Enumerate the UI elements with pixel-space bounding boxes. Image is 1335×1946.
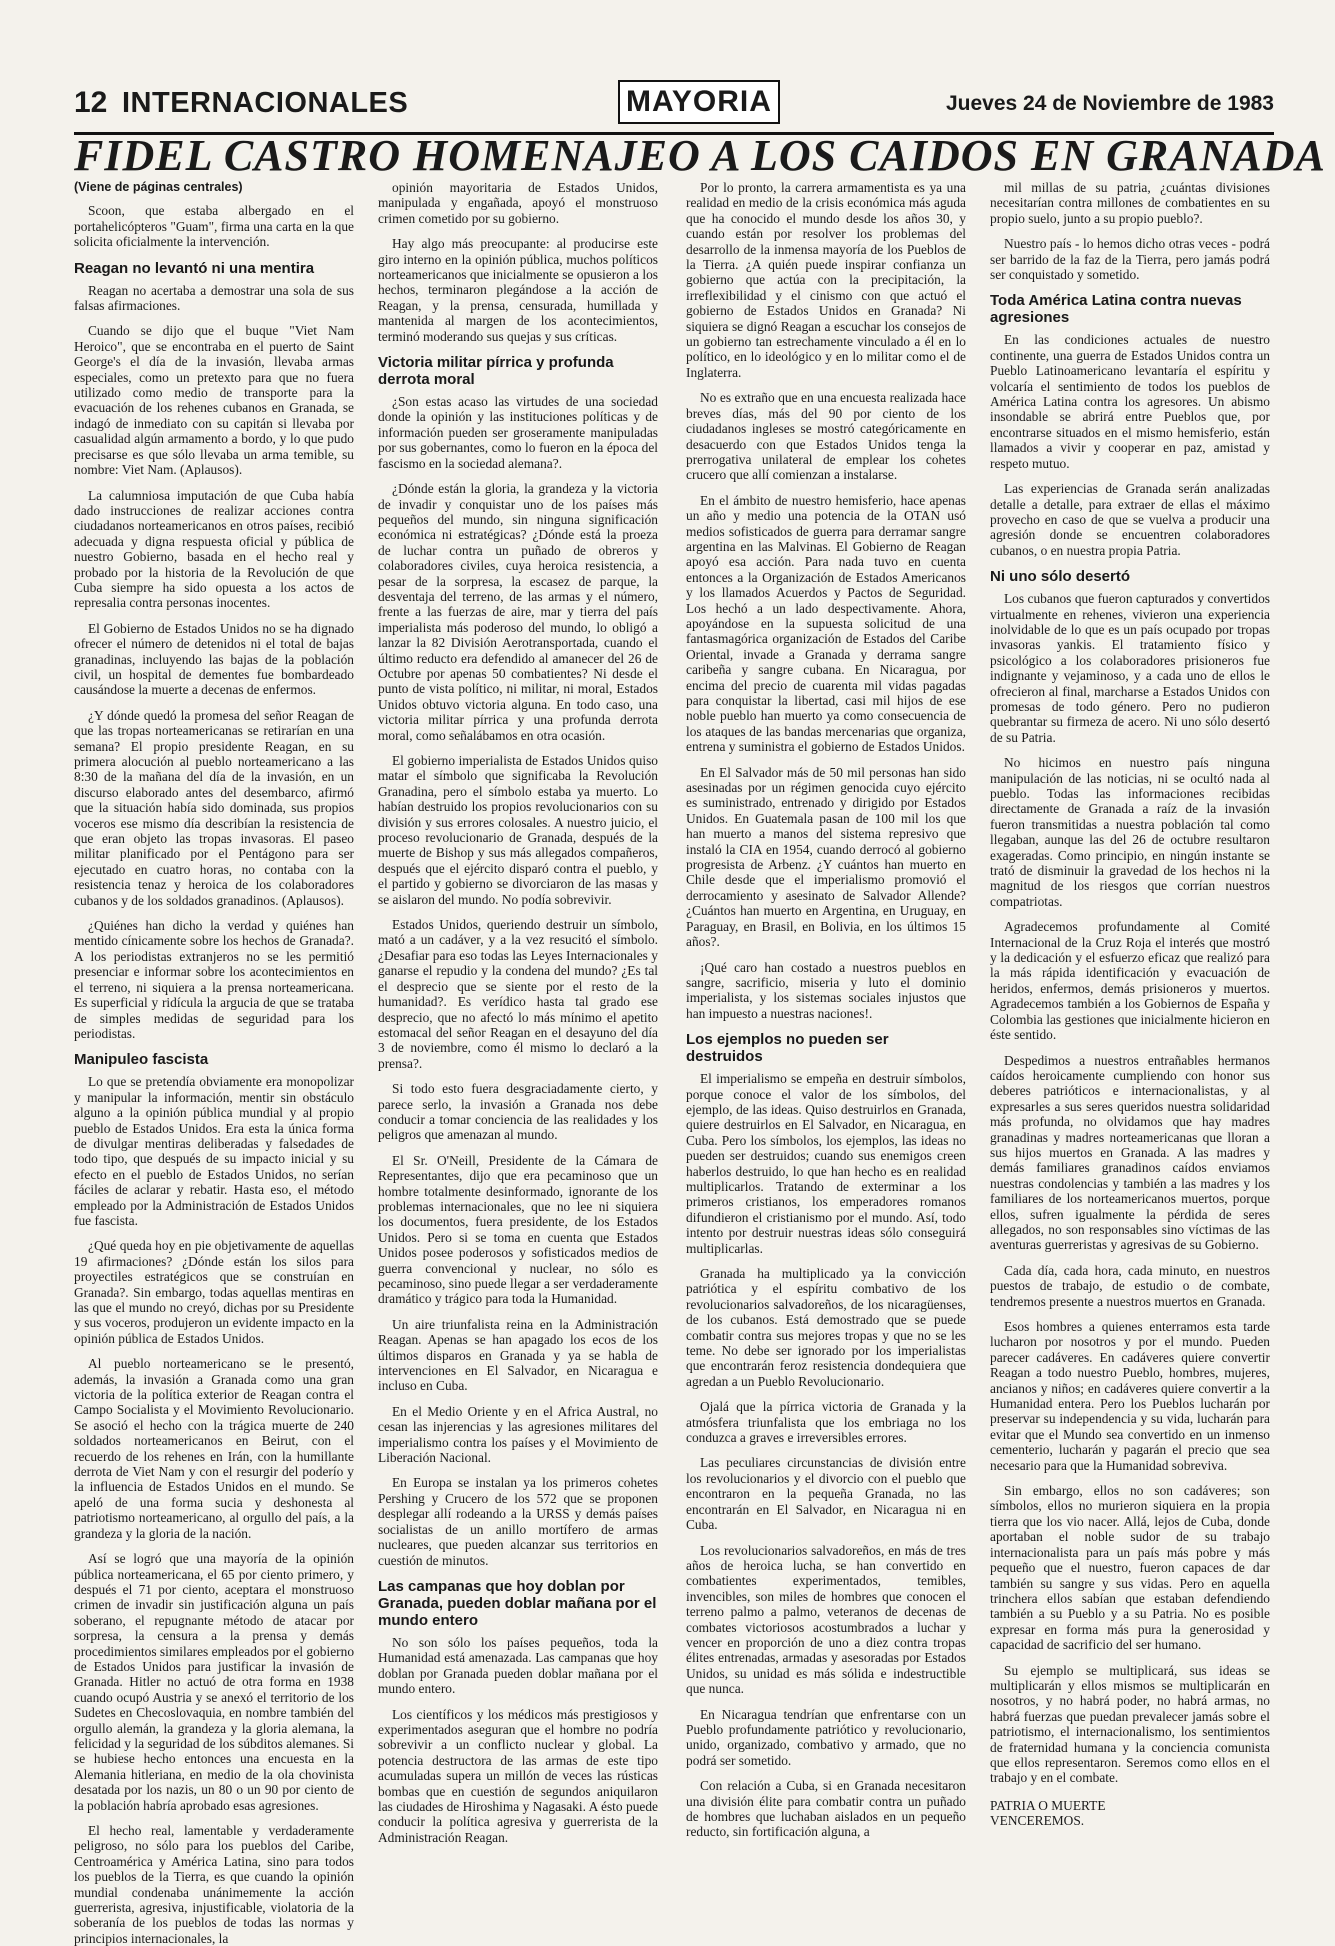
article-column-2	[378, 180, 658, 1900]
paragraph: Con relación a Cuba, si en Granada necesitaron una división élite para combatir contra un puñado de hombres que luchaban aislados en un pequeño reducto, sin fortificación alguna, a	[686, 1778, 966, 1840]
paragraph: Las experiencias de Granada serán analizadas detalle a detalle, para extraer de ellas el máximo provecho en caso de que se vuelva a producir una agresión donde se encuentren colaboradores cubanos, o en nuestra propia Patria.	[990, 481, 1270, 558]
paragraph: Estados Unidos, queriendo destruir un símbolo, mató a un cadáver, y a la vez resucitó el símbolo. ¿Desafiar para eso todas las Leyes Internacionales y ganarse el repudio y la condena del mundo? ¿Es tal el desprecio que se siente por el resto de la humanidad?. Es verídico hasta tal grado ese desprecio, que no afectó lo más mínimo el apetito estomacal del señor Reagan en el desayuno del día 3 de noviembre, como él mismo lo declaró a la prensa?.	[378, 917, 658, 1071]
paragraph: En el Medio Oriente y en el Africa Austral, no cesan las injerencias y las agresiones militares del imperialismo contra los países y el Movimiento de Liberación Nacional.	[378, 1403, 658, 1466]
paragraph: Scoon, que estaba albergado en el portahelicópteros "Guam", firma una carta en la que solicita oficialmente la intervención.	[74, 203, 354, 250]
paragraph: Hay algo más preocupante: al producirse este giro interno en la opinión pública, muchos políticos norteamericanos que inicialmente se opusieron a los hechos, terminaron plegándose a la acción de Reagan, y la prensa, censurada, humillada y mantenida al margen de los acontecimientos, terminó moderando sus quejas y sus críticas.	[378, 236, 658, 344]
subheading: Victoria militar pírrica y profunda derrota moral	[378, 354, 614, 389]
article-headline: FIDEL CASTRO HOMENAJEO A LOS CAIDOS EN GRANADA	[74, 131, 1326, 180]
closing-slogan: PATRIA O MUERTE	[990, 1797, 1106, 1813]
subheading: Ni uno sólo desertó	[990, 568, 1131, 586]
paragraph: Reagan no acertaba a demostrar una sola de sus falsas afirmaciones.	[74, 282, 354, 314]
paragraph: En Europa se instalan ya los primeros cohetes Pershing y Crucero de los 572 que se proponen desplegar allí rodeando a la URSS y demás países socialistas de un anillo mortífero de armas nucleares, que pueden alcanzar sus territorios en cuestión de minutos.	[378, 1475, 658, 1568]
paragraph: mil millas de su patria, ¿cuántas divisiones necesitarían contra millones de combatientes en su propio suelo, junto a su propio pueblo?.	[990, 180, 1270, 226]
paragraph: ¿Dónde están la gloria, la grandeza y la victoria de invadir y conquistar uno de los países más pequeños del mundo, sin ninguna significación económica ni estratégicas? ¿Dónde está la proeza de luchar contra un puñado de obreros y colaboradores civiles, cuya heroica resistencia, a pesar de la sorpresa, la escasez de parque, la desventaja del terreno, de las armas y el número, frente a las fuerzas de aire, mar y tierra del país imperialista más poderoso del mundo, lo obligó a lanzar la 82 División Aerotransportada, cuando el último reducto era defendido al amanecer del 26 de Octubre por apenas 50 combatientes? Ni desde el punto de vista político, ni militar, ni moral, Estados Unidos obtuvo victoria alguna. En todo caso, una victoria militar pírrica y una profunda derrota moral, como señalábamos en otra ocasión.	[378, 481, 658, 743]
paragraph: Un aire triunfalista reina en la Administración Reagan. Apenas se han apagado los ecos de los últimos disparos en Granada y ya se habla de intervenciones en El Salvador, en Nicaragua e incluso en Cuba.	[378, 1316, 658, 1394]
article-column-3	[686, 180, 966, 1900]
subheading: Manipuleo fascista	[74, 1051, 209, 1069]
paragraph: El hecho real, lamentable y verdaderamente peligroso, no sólo para los pueblos del Caribe, Centroamérica y América Latina, sino para todos los pueblos de la Tierra, es que cuando la opinión mundial condenaba unánimemente la acción guerrerista, agresiva, injustificable, violatoria de la soberanía de los pueblos de todas las normas y principios internacionales, la	[74, 1823, 354, 1946]
paragraph: Nuestro país - lo hemos dicho otras veces - podrá ser barrido de la faz de la Tierra, pero jamás podrá ser conquistado y sometido.	[990, 236, 1270, 283]
continuation-note: (Viene de páginas centrales)	[74, 180, 243, 194]
paragraph: Agradecemos profundamente al Comité Internacional de la Cruz Roja el interés que mostró y la dedicación y el esfuerzo eficaz que realizó para la más rápida identificación y evacuación de heridos, enfermos, demás prisioneros y muertos. Agradecemos también a los Gobiernos de España y Colombia las gestiones que inicialmente hicieron en éste sentido.	[990, 919, 1270, 1043]
paragraph: Cuando se dijo que el buque "Viet Nam Heroico", que se encontraba en el puerto de Saint George's el día de la invasión, llevaba armas especiales, como un pretexto para que no fuera utilizado como medio de transporte para la evacuación de los rehenes cubanos en Granada, se indagó de inmediato con su capitán si llevaba por casualidad algún armamento a bordo, y lo que pudo precisarse es que sólo llevaba un arma temible, su nombre: Viet Nam. (Aplausos).	[74, 323, 354, 478]
paragraph: opinión mayoritaria de Estados Unidos, manipulada y engañada, apoyó el monstruoso crimen cometido por su gobierno.	[378, 180, 658, 226]
closing-slogan: VENCEREMOS.	[990, 1813, 1085, 1829]
issue-date: Jueves 24 de Noviembre de 1983	[945, 92, 1274, 115]
paragraph: No hicimos en nuestro país ninguna manipulación de las noticias, ni se ocultó nada al pueblo. Todas las informaciones recibidas directamente de Granada a raíz de la invasión fueron transmitidas a nuestra población tal como llegaban, aunque las del 26 de octubre resultaron exageradas. Como principio, en ningún instante se trató de disminuir la gravedad de los hechos ni la magnitud de los riesgos que corrían nuestros compatriotas.	[990, 755, 1270, 909]
paragraph: El gobierno imperialista de Estados Unidos quiso matar el símbolo que significaba la Revolución Granadina, pero el símbolo estaba ya muerto. Lo habían destruido los propios revolucionarios con su división y sus errores colosales. A nuestro juicio, el proceso revolucionario de Granada, después de la muerte de Bishop y sus más allegados compañeros, después que el ejército disparó contra el pueblo, y el partido y gobierno se divorciaron de las masas y se aislaron del mundo. No podía sobrevivir.	[378, 753, 658, 907]
paragraph: Lo que se pretendía obviamente era monopolizar y manipular la información, mentir sin obstáculo alguno a la opinión pública mundial y al propio pueblo de Estados Unidos. Era esta la única forma de divulgar mentiras deliberadas y falsedades de todo tipo, que después de su impacto inicial y su efecto en el pueblo de Estados Unidos, no serían fáciles de aclarar y rebatir. Hasta eso, el método empleado por la Administración de Estados Unidos fue fascista.	[74, 1074, 354, 1228]
section-title: INTERNACIONALES	[122, 87, 409, 119]
paragraph: Al pueblo norteamericano se le presentó, además, la invasión a Granada como una gran victoria de la política exterior de Reagan contra el Campo Socialista y el Movimiento Revolucionario. Se asoció el hecho con la trágica muerte de 240 soldados norteamericanos en Beirut, con el recuerdo de los rehenes en Irán, con la humillante derrota de Viet Nam y con el resurgir del poderío y la influencia de Estados Unidos en el mundo. Se apeló de una forma sucia y deshonesta al patriotismo norteamericano, al orgullo del país, a la grandeza y la gloria de la nación.	[74, 1356, 354, 1541]
paragraph: ¿Son estas acaso las virtudes de una sociedad donde la opinión y las instituciones políticas y de información pueden ser groseramente manipuladas por sus gobernantes, como lo fueron en la época del fascismo en la sociedad alemana?.	[378, 394, 658, 471]
paragraph: Granada ha multiplicado ya la convicción patriótica y el espíritu combativo de los revolucionarios salvadoreños, de los nicaragüenses, de los cubanos. Está demostrado que se puede combatir contra sus mejores tropas y que no se les teme. No debe ser ignorado por los imperialistas que encontrarán feroz resistencia dondequiera que agredan a un Pueblo Revolucionario.	[686, 1266, 966, 1389]
paragraph: En Nicaragua tendrían que enfrentarse con un Pueblo profundamente patriótico y revolucionario, unido, organizado, combativo y armado, que no podrá ser sometido.	[686, 1706, 966, 1768]
paragraph: Su ejemplo se multiplicará, sus ideas se multiplicarán y ellos mismos se multiplicarán en nosotros, y no habrá poder, no habrá armas, no habrá fuerzas que puedan prevalecer jamás sobre el patriotismo, el internacionalismo, los sentimientos de fraternidad humana y la conciencia comunista que ellos representaron. Seremos como ellos en el trabajo y en el combate.	[990, 1662, 1270, 1786]
paragraph: Por lo pronto, la carrera armamentista es ya una realidad en medio de la crisis económica más aguda que ha conocido el mundo desde los años 30, y cuando están por resolver los problemas del desarrollo de la inmensa mayoría de los Pueblos de la Tierra. ¿A quién puede inspirar confianza un gobierno que actúa con la precipitación, la irreflexibilidad y el cinismo con que actuó el gobierno de Estados Unidos en Granada? Ni siquiera se dignó Reagan a escuchar los consejos de un gobierno tan estrechamente vinculado a él en lo político, en lo ideológico y en lo militar como el de Inglaterra.	[686, 180, 966, 380]
paragraph: En El Salvador más de 50 mil personas han sido asesinadas por un régimen genocida cuyo ejército es suministrado, entrenado y dirigido por Estados Unidos. En Guatemala pasan de 100 mil los que han muerto a manos del sistema represivo que instaló la CIA en 1954, cuando derrocó al gobierno progresista de Arbenz. ¿Y cuántos han muerto en Chile desde que el imperialismo promovió el derrocamiento y asesinato de Salvador Allende? ¿Cuántos han muerto en Argentina, en Uruguay, en Paraguay, en Brasil, en Bolivia, en los últimos 15 años?.	[686, 764, 966, 950]
paragraph: Ojalá que la pírrica victoria de Granada y la atmósfera triunfalista que los embriaga no los conduzca a graves e irreversibles errores.	[686, 1399, 966, 1446]
paragraph: No son sólo los países pequeños, toda la Humanidad está amenazada. Las campanas que hoy doblan por Granada pueden doblar mañana por el mundo entero.	[378, 1634, 658, 1697]
paragraph: En el ámbito de nuestro hemisferio, hace apenas un año y medio una potencia de la OTAN usó medios sofisticados de guerra para derramar sangre argentina en las Malvinas. El Gobierno de Reagan apoyó esa acción. Para nada tuvo en cuenta entonces a la Organización de Estados Americanos y los llamados Acuerdos y Pactos de Seguridad. Los hechó a un lado despectivamente. Ahora, apoyándose en la supuesta solicitud de una fantasmagórica organización de Estados del Caribe Oriental, invade a Granada y derrama sangre caribeña y sangre cubana. En Nicaragua, por encima del precio de cuarenta mil vidas pagadas para conquistar la libertad, casi mil hijos de ese noble pueblo han muerto ya como consecuencia de los ataques de las bandas mercenarias que organiza, entrena y suministra el gobierno de Estados Unidos.	[686, 492, 966, 755]
paragraph: El Gobierno de Estados Unidos no se ha dignado ofrecer el número de detenidos ni el total de bajas granadinas, incluyendo las bajas de la población civil, un hospital de dementes fue bombardeado causándose la muerte a decenas de enfermos.	[74, 620, 354, 698]
paragraph: Si todo esto fuera desgraciadamente cierto, y parece serlo, la invasión a Granada nos debe conducir a tomar conciencia de las realidades y los peligros que amenazan al mundo.	[378, 1081, 658, 1143]
subheading: Toda América Latina contra nuevas agresiones	[990, 292, 1242, 327]
paragraph: ¿Qué queda hoy en pie objetivamente de aquellas 19 afirmaciones? ¿Dónde están los silos para proyectiles estratégicos que se construían en Granada?. Sin embargo, todas aquellas mentiras en las que el mundo no creyó, dichas por su Presidente y sus voceros, produjeron un evidente impacto en la opinión pública de Estados Unidos.	[74, 1238, 354, 1346]
subheading: Reagan no levantó ni una mentira	[74, 259, 315, 277]
subheading: Las campanas que hoy doblan por Granada, pueden doblar mañana por el mundo entero	[378, 1577, 657, 1629]
newspaper-logo: MAYORIA	[618, 80, 780, 124]
paragraph: Los científicos y los médicos más prestigiosos y experimentados aseguran que el hombre no podría sobrevivir a un conflicto nuclear y global. La potencia destructora de las armas de este tipo acumuladas supera un millón de veces las rústicas bombas que en cuestión de segundos aniquilaron las ciudades de Hiroshima y Nagasaki. A ésto puede conducir la política agresiva y guerrerista de la Administración Reagan.	[378, 1706, 658, 1845]
article-column-1	[74, 180, 355, 1946]
paragraph: Esos hombres a quienes enterramos esta tarde lucharon por nosotros y por el mundo. Pueden parecer cadáveres. En cadáveres quiere convertir Reagan a todo nuestro Pueblo, hombres, mujeres, ancianos y niños; en cadáveres quiere convertir a la Humanidad entera. Pero los Pueblos lucharán por preservar su independencia y su vida, lucharán para evitar que el Mundo sea convertido en un inmenso cementerio, lucharán y pagarán el precio que sea necesario para que la Humanidad sobreviva.	[990, 1319, 1270, 1473]
paragraph: El Sr. O'Neill, Presidente de la Cámara de Representantes, dijo que era pecaminoso que un hombre totalmente desinformado, ignorante de los problemas internacionales, que no lee ni siquiera los documentos, fuera presidente, de los Estados Unidos. Pero si se toma en cuenta que Estados Unidos posee poderosos y sofisticados medios de guerra convencional y nuclear, no sólo es pecaminoso, sino puede llegar a ser verdaderamente dramático y trágico para toda la Humanidad.	[378, 1152, 658, 1307]
paragraph: La calumniosa imputación de que Cuba había dado instrucciones de realizar acciones contra ciudadanos norteamericanos en otros países, recibió adecuada y digna respuesta oficial y pública de nuestro Gobierno, basada en el hecho real y probado por la historia de la Revolución de que Cuba siempre ha sido opuesta a los actos de represalia contra personas inocentes.	[74, 487, 354, 611]
paragraph: Los revolucionarios salvadoreños, en más de tres años de heroica lucha, se han convertido en combatientes experimentados, temibles, invencibles, son miles de hombres que conocen el terreno palmo a palmo, veteranos de decenas de combates victoriosos acostumbrados a luchar y vencer en proporción de uno a diez contra tropas élites entrenadas, armadas y asesoradas por Estados Unidos, su unidad es más sólida e indestructible que nunca.	[686, 1542, 966, 1697]
masthead	[74, 80, 1274, 135]
paragraph: Los cubanos que fueron capturados y convertidos virtualmente en rehenes, vivieron una experiencia inolvidable de lo que es un país ocupado por tropas invasoras yankis. El tratamiento físico y psicológico a los colaboradores prisioneros fue indignante y vejaminoso, y a cada uno de ellos le ofrecieron al final, marcharse a Estados Unidos con promesas de todo género. Pero no pudieron quebrantar su firmeza de acero. Ni uno sólo desertó de su Patria.	[990, 591, 1270, 745]
paragraph: ¿Y dónde quedó la promesa del señor Reagan de que las tropas norteamericanas se retirarían en una semana? El propio presidente Reagan, en su primera alocución al pueblo norteamericano a las 8:30 de la mañana del día de la invasión, en un discurso elaborado antes del desembarco, afirmó que la situación había sido dominada, sus propios voceros ese mismo día describían la resistencia de que eran objeto las tropas invasoras. El paseo militar planificado por el Pentágono para ser ejecutado en cuatro horas, no contaba con la resistencia tenaz y heroica de los colaboradores cubanos y de los soldados granadinos. (Aplausos).	[74, 707, 354, 908]
paragraph: ¡Qué caro han costado a nuestros pueblos en sangre, sacrificio, miseria y luto el dominio imperialista, y los sistemas sociales injustos que han impuesto a nuestras naciones!.	[686, 959, 966, 1021]
paragraph: Cada día, cada hora, cada minuto, en nuestros puestos de trabajo, de estudio o de combate, tendremos presente a nuestros muertos en Granada.	[990, 1262, 1270, 1309]
paragraph: Sin embargo, ellos no son cadáveres; son símbolos, ellos no murieron siquiera en la propia tierra que los vio nacer. Allá, lejos de Cuba, donde aportaban el noble sudor de su trabajo internacionalista para un país más pobre y más pequeño que el nuestro, fueron capaces de dar también su sangre y sus vidas. Pero en aquella trinchera ellos sabían que estaban defendiendo también a su Pueblo y a su Patria. No es posible expresar en forma más pura la generosidad y capacidad de sacrificio del ser humano.	[990, 1483, 1270, 1653]
paragraph: No es extraño que en una encuesta realizada hace breves días, más del 90 por ciento de los ciudadanos ingleses se mostró categóricamente en desacuerdo con que Estados Unidos tenga la prerrogativa unilateral de emplear los cohetes crucero que allí comienzan a instalarse.	[686, 390, 966, 483]
paragraph: En las condiciones actuales de nuestro continente, una guerra de Estados Unidos contra un Pueblo Latinoamericano levantaría el espíritu y volcaría el sentimiento de todos los pueblos de América Latina contra los agresores. Un abismo insondable se abrirá entre Pueblos que, por encontrarse situados en el mismo hemisferio, están llamados a vivir y cooperar en paz, amistad y respeto mutuo.	[990, 332, 1270, 471]
paragraph: Las peculiares circunstancias de división entre los revolucionarios y el divorcio con el pueblo que encontraron en la pequeña Granada, no las encontrarán en El Salvador, en Nicaragua ni en Cuba.	[686, 1455, 966, 1533]
paragraph: El imperialismo se empeña en destruir símbolos, porque conoce el valor de los símbolos, del ejemplo, de las ideas. Quiso destruirlos en Granada, quiere destruirlos en El Salvador, en Nicaragua, en Cuba. Pero los símbolos, los ejemplos, las ideas no pueden ser destruidos; cuando sus enemigos creen haberlos destruido, lo que han hecho es en realidad multiplicarlos. Tratando de exterminar a los primeros cristianos, los emperadores romanos difundieron el cristianismo por el mundo. Así, todo intento por destruir nuestras ideas sólo conseguirá multiplicarlas.	[686, 1071, 966, 1256]
subheading: Los ejemplos no pueden ser destruidos	[686, 1031, 889, 1066]
article-column-4	[990, 180, 1270, 1900]
page-number: 12	[74, 86, 108, 119]
paragraph: Despedimos a nuestros entrañables hermanos caídos heroicamente cumpliendo con honor sus deberes patrióticos e internacionalistas, y al expresarles a sus seres queridos nuestra solidaridad más profunda, no olvidamos que hay madres granadinas y madres norteamericanas que lloran a sus hijos muertos en Granada. A las madres y demás familiares granadinos caídos enviamos nuestras condolencias y también a las madres y los familiares de los norteamericanos muertos, porque ellos, sufren igualmente la pérdida de seres allegados, no son responsables sino víctimas de las aventuras guerreristas y agresivas de su Gobierno.	[990, 1052, 1270, 1253]
paragraph: ¿Quiénes han dicho la verdad y quiénes han mentido cínicamente sobre los hechos de Granada?. A los periodistas extranjeros no se les permitió presenciar e informar sobre los acontecimientos en el terreno, ni siquiera a la prensa norteamericana. Es superficial y ridícula la argucia de que se trataba de simples medidas de seguridad para los periodistas.	[74, 918, 354, 1041]
paragraph: Así se logró que una mayoría de la opinión pública norteamericana, el 65 por ciento primero, y después el 71 por ciento, aceptara el monstruoso crimen de invadir sin justificación alguna un país soberano, el repugnante método de atacar por sorpresa, la censura a la prensa y demás procedimientos similares empleados por el gobierno de Estados Unidos para justificar la invasión de Granada. Hitler no actuó de otra forma en 1938 cuando ocupó Austria y se anexó el territorio de los Sudetes en Checoslovaquia, en nombre también del orgullo alemán, la grandeza y la gloria alemana, la felicidad y la seguridad de los súbditos alemanes. Si se hubiese hecho entonces una encuesta en la Alemania hitleriana, en medio de la ola chovinista desatada por los nazis, un 80 o un 90 por ciento de la población habría aprobado esas agresiones.	[74, 1551, 355, 1813]
